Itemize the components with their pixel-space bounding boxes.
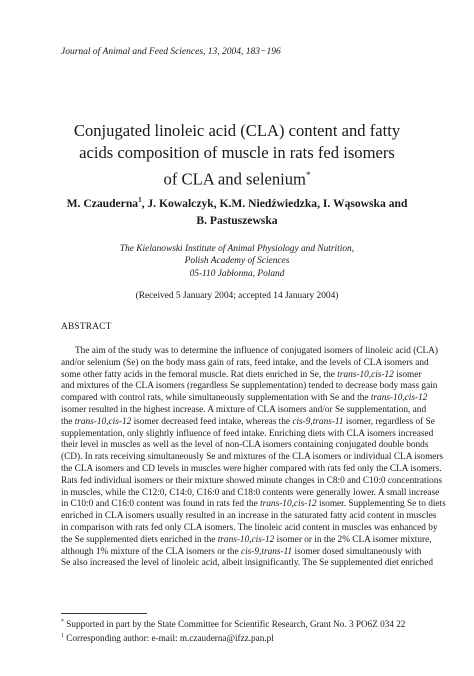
authors-line-1 <box>40 192 434 212</box>
title-line-3-text: of CLA and selenium <box>163 169 306 189</box>
abstract-line: isomer resulted in the highest increase. A mixture of CLA isomers and/or Se supplementation, and <box>61 404 427 415</box>
abstract-line: Rats fed individual isomers or their mixture showed minute changes in C8:0 and C10:0 concentrations <box>61 475 443 486</box>
footnote-correspondence <box>61 631 405 645</box>
abstract-line: supplementation, only slightly influence of feed intake. Enriching diets with CLA isomers increased <box>61 428 434 439</box>
abstract-line: the Se supplemented diets enriched in the trans-10,cis-12 isomer or in the 2% CLA isomer mixture, <box>61 534 432 545</box>
abstract-line: the trans-10,cis-12 isomer decreased feed intake, whereas the cis-9,trans-11 isomer, regardless of Se <box>61 416 435 427</box>
affiliation-line-2: Polish Academy of Sciences <box>184 256 290 267</box>
abstract-line: and/or selenium (Se) on the body mass gain of rats, feed intake, and the levels of CLA isomers and <box>61 357 429 368</box>
title-line-3 <box>40 164 434 191</box>
abstract-line: in muscles, while the C12:0, C14:0, C16:0 and C18:0 contents were generally lower. A small increase <box>61 487 440 498</box>
footnote-divider <box>61 613 147 614</box>
abstract-line: (CD). In rats receiving simultaneously Se and mixtures of the CLA isomers or individual CLA isomers <box>61 452 444 463</box>
abstract-line: Se also increased the level of linoleic acid, albeit insignificantly. The Se supplemented diet enriched <box>61 558 434 569</box>
abstract-line: their level in muscles as well as the level of non-CLA isomers containing conjugated double bonds <box>61 440 429 451</box>
abstract-body <box>61 346 446 570</box>
co-authors: , J. Kowalczyk, K.M. Niedźwiedzka, I. Wąsowska and <box>141 196 408 210</box>
title-footnote-mark: * <box>305 170 311 180</box>
authors-line-2: B. Pastuszewska <box>196 213 278 227</box>
journal-citation: Journal of Animal and Feed Sciences, 13, 2004, 183−196 <box>61 47 281 57</box>
author-list <box>40 192 434 229</box>
abstract-line: The aim of the study was to determine the influence of conjugated isomers of linoleic acid (CLA) <box>75 346 438 356</box>
affiliation <box>60 243 414 280</box>
funding-footnote-text: Supported in part by the State Committee for Scientific Research, Grant No. 3 PO6Z 034 22 <box>64 619 406 630</box>
abstract-line: in comparison with rats fed only CLA isomers. The linoleic acid content in muscles was enhanced by <box>61 522 438 533</box>
footnotes <box>61 617 405 644</box>
corresponding-author-mark: 1 <box>138 196 142 204</box>
abstract-line: in C10:0 and C16:0 content was found in rats fed the trans-10,cis-12 isomer. Supplementing Se to diets <box>61 499 446 510</box>
affiliation-line-1: The Kielanowski Institute of Animal Physiology and Nutrition, <box>119 244 355 254</box>
correspondence-footnote-mark: 1 <box>61 632 64 639</box>
title-line-2: acids composition of muscle in rats fed isomers <box>79 143 395 162</box>
paper-title <box>40 120 434 191</box>
first-author: M. Czauderna <box>66 196 139 210</box>
correspondence-footnote-text: Corresponding author: e-mail: m.czauderna@ifzz.pan.pl <box>64 632 274 643</box>
abstract-heading: ABSTRACT <box>61 322 112 332</box>
funding-footnote-mark: * <box>61 619 64 625</box>
title-line-1: Conjugated linoleic acid (CLA) content and fatty <box>73 121 401 140</box>
abstract-line: some other fatty acids in the femoral muscle. Rat diets enriched in Se, the trans-10,cis-12 isomer <box>61 369 422 380</box>
abstract-line: although 1% mixture of the CLA isomers or the cis-9,trans-11 isomer dosed simultaneously with <box>61 546 422 557</box>
affiliation-line-3: 05-110 Jabłonna, Poland <box>189 268 285 279</box>
abstract-line: enriched in CLA isomers usually resulted in an increase in the saturated fatty acid content in muscles <box>61 511 437 522</box>
abstract-line: compared with control rats, while simultaneously supplementation with Se and the trans-10,cis-12 <box>61 393 428 404</box>
abstract-line: and mixtures of the CLA isomers (regardless Se supplementation) tended to decrease body mass gain <box>61 381 438 392</box>
footnote-funding <box>61 617 405 631</box>
received-dates: (Received 5 January 2004; accepted 14 January 2004) <box>135 291 339 301</box>
abstract-line: the CLA isomers and CD levels in muscles were higher compared with rats fed only the CLA isomers. <box>61 463 442 474</box>
